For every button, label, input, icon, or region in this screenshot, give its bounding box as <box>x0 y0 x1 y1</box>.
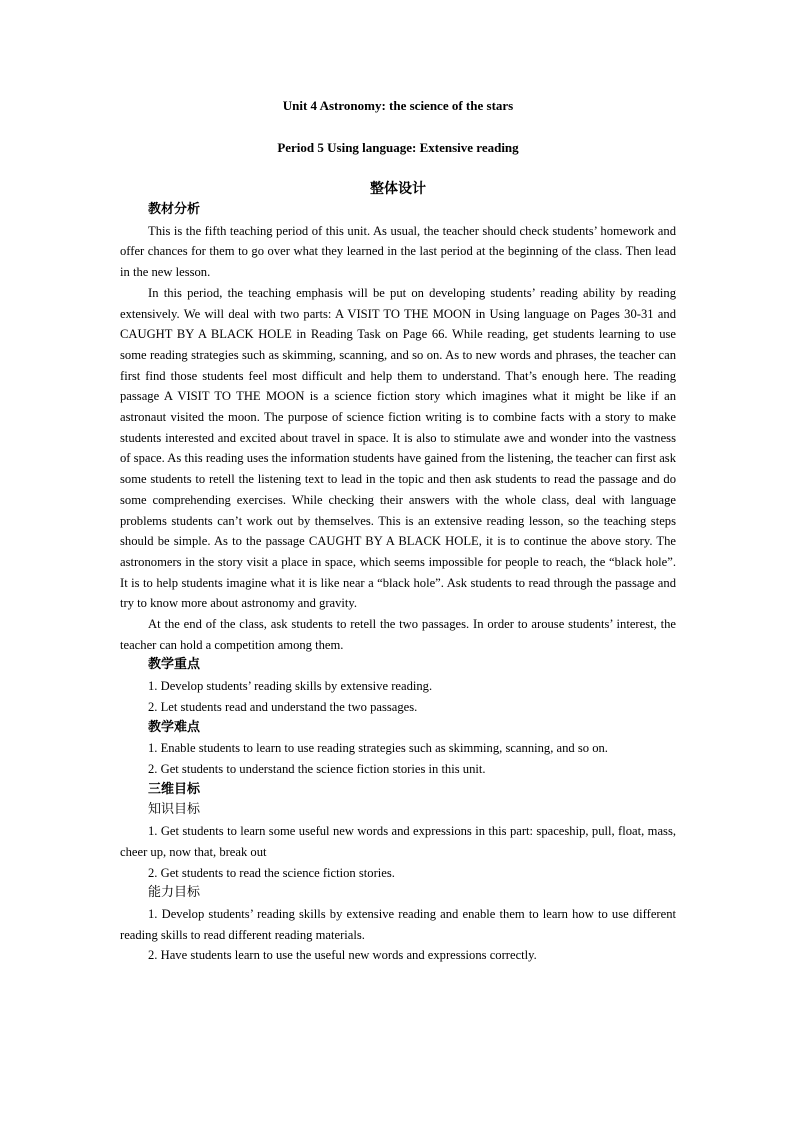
difficulty-item: 1. Enable students to learn to use reading strategies such as skimming, scanning, and so on. <box>148 741 608 756</box>
key-points-heading: 教学重点 <box>148 657 201 673</box>
analysis-paragraph-2: In this period, the teaching emphasis will be put on developing students’ reading ability by reading extensively. We will deal with two parts: A VISIT TO THE MOON in Using language on Pages 30-31 and CAUGHT BY A BLACK HOLE in Reading Task on Page 66. While reading, get students learning to use some reading strategies such as skimming, scanning, and so on. As to new words and phrases, the teacher can first find those students feel most difficult and help them to understand. That’s enough here. The reading passage A VISIT TO THE MOON is a science fiction story which imagines what it might be like if an astronaut visited the moon. The purpose of science fiction writing is to combine facts with a story to make students interested and excited about travel in space. It is also to stimulate awe and wonder into the vastness of space. As this reading uses the information students have gained from the listening, the teacher can first ask some students to retell the listening text to lead in the topic and then ask students to read the passage and do some comprehending exercises. While checking their answers with the whole class, deal with language problems students can’t work out by themselves. This is an extensive reading lesson, so the teaching steps should be simple. As to the passage CAUGHT BY A BLACK HOLE, it is to continue the above story. The astronomers in the story visit a place in space, which seems impossible for people to reach, the “black hole”. It is to help students imagine what it is like near a “black hole”. Ask students to read through the passage and try to know more about astronomy and gravity. <box>120 285 676 611</box>
difficulties-heading: 教学难点 <box>148 719 201 735</box>
analysis-paragraph-3: At the end of the class, ask students to retell the two passages. In order to arouse students’ interest, the teacher can hold a competition among them. <box>120 617 676 652</box>
ability-goal-item: 1. Develop students’ reading skills by extensive reading and enable them to learn how to use different reading skills to read different reading materials. <box>120 906 676 942</box>
key-point-item: 2. Let students read and understand the two passages. <box>148 699 418 714</box>
knowledge-goals-heading: 知识目标 <box>148 802 201 818</box>
overall-design-heading: 整体设计 <box>370 182 426 197</box>
ability-goals-heading: 能力目标 <box>148 885 201 901</box>
difficulty-item: 2. Get students to understand the science fiction stories in this unit. <box>148 761 486 776</box>
knowledge-goal-item: 1. Get students to learn some useful new words and expressions in this part: spaceship, pull, float, mass, cheer up, now that, break out <box>120 824 676 859</box>
ability-goal-item: 2. Have students learn to use the useful new words and expressions correctly. <box>148 948 537 963</box>
period-title: Period 5 Using language: Extensive reading <box>277 140 519 155</box>
knowledge-goal-item: 2. Get students to read the science fiction stories. <box>148 865 395 880</box>
key-point-item: 1. Develop students’ reading skills by extensive reading. <box>148 679 433 694</box>
goals-heading: 三维目标 <box>148 781 201 797</box>
document-content <box>120 95 676 966</box>
analysis-paragraph-1: This is the fifth teaching period of this unit. As usual, the teacher should check students’ homework and offer chances for them to go over what they learned in the last period at the beginning of the class. Then lead in the new lesson. <box>120 223 676 280</box>
unit-title: Unit 4 Astronomy: the science of the stars <box>282 98 514 113</box>
analysis-heading: 教材分析 <box>148 202 201 217</box>
